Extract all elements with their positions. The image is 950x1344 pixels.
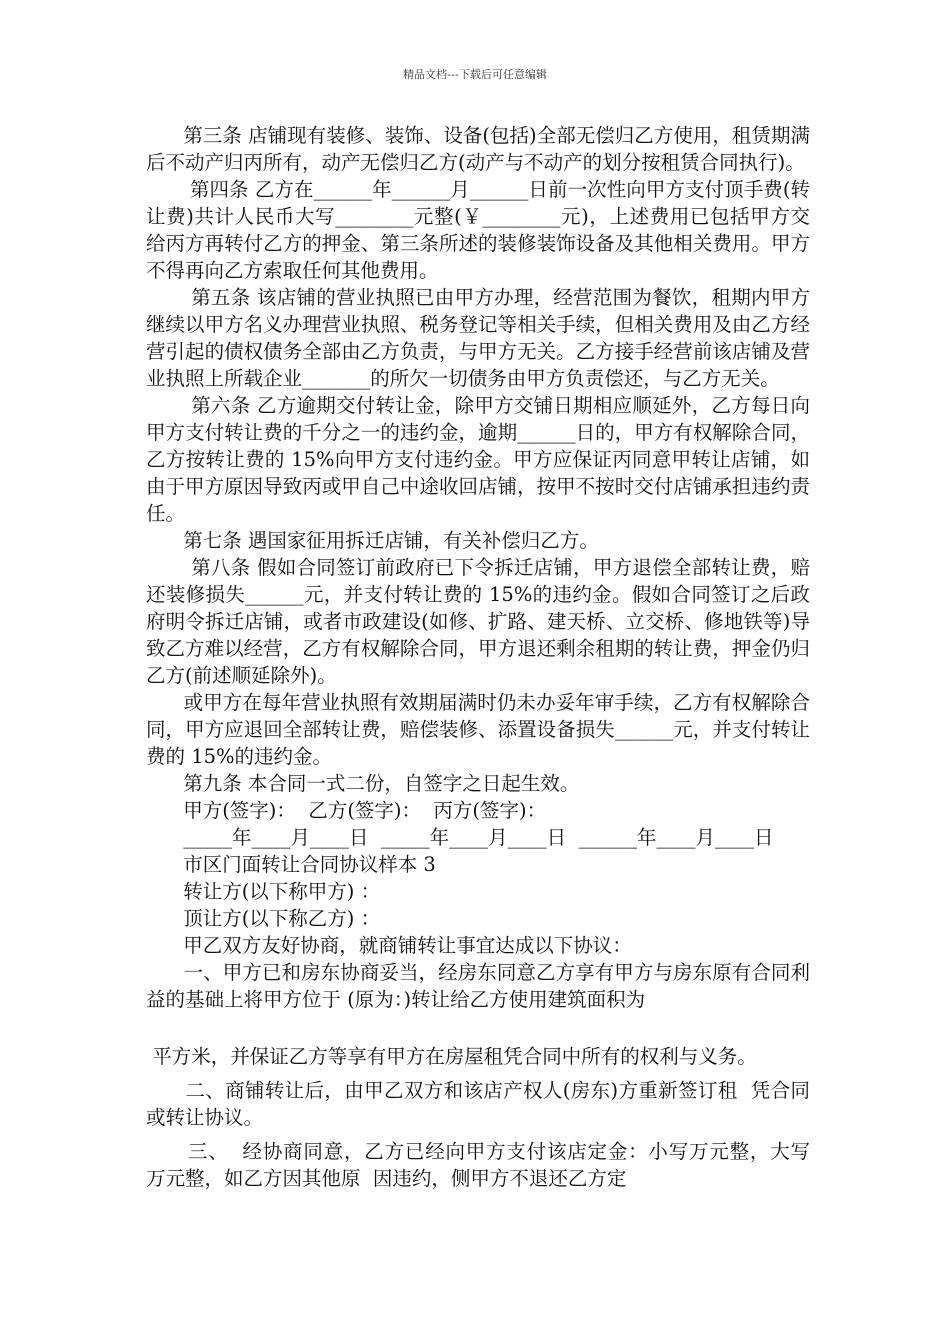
article-8-paragraph: 第八条 假如合同签订前政府已下令拆迁店铺，甲方退偿全部转让费，赔还装修损失______元，并支付转让费的 15%的违约金。假如合同签订之后政府明令拆迁店铺，或者市政建设(如修、扩路、建天桥、立交桥、修地铁等)导致乙方难以经营，乙方有权解除合同，甲方退还剩余租期的转让费，押金仍归乙方(前述顺延除外)。 — [146, 556, 810, 687]
date-line: _____年____月____日 _____年____月____日 ______年____月____日 — [146, 826, 774, 849]
article-7-paragraph: 第七条 遇国家征用拆迁店铺，有关补偿归乙方。 — [146, 529, 599, 552]
article-8-continued-paragraph: 或甲方在每年营业执照有效期届满时仍未办妥年审手续，乙方有权解除合同，甲方应退回全部转让费，赔偿装修、添置设备损失______元，并支付转让费的 15%的违约金。 — [146, 691, 810, 768]
article-3-paragraph: 第三条 店铺现有装修、装饰、设备(包括)全部无偿归乙方使用，租赁期满后不动产归丙所有，动产无偿归乙方(动产与不动产的划分按租赁合同执行)。 — [146, 124, 810, 174]
clause-2-paragraph: 二、商铺转让后，由甲乙双方和该店产权人(房东)方重新签订租 凭合同或转让协议。 — [146, 1079, 810, 1129]
clause-1-paragraph: 一、甲方已和房东协商妥当，经房东同意乙方享有甲方与房东原有合同利益的基础上将甲方位于 (原为：)转让给乙方使用建筑面积为 — [146, 961, 810, 1011]
article-9-paragraph: 第九条 本合同一式二份，自签字之日起生效。 — [146, 772, 580, 795]
document-body — [146, 122, 823, 1192]
transferor-line: 转让方(以下称甲方) ： — [146, 880, 381, 903]
section-title: 市区门面转让合同协议样本 3 — [146, 853, 436, 876]
blank-gap — [146, 1013, 810, 1043]
clause-3-paragraph: 三、 经协商同意，乙方已经向甲方支付该店定金：小写万元整，大写 万元整，如乙方因其他原 因违约，侧甲方不退还乙方定 — [146, 1140, 823, 1190]
article-4-paragraph: 第四条 乙方在______年______月______日前一次性向甲方支付顶手费(转让费)共计人民币大写________元整(￥________元)，上述费用已包括甲方交给丙方再转付乙方的押金、第三条所述的装修装饰设备及其他相关费用。甲方不得再向乙方索取任何其他费用。 — [146, 178, 811, 282]
agreement-intro: 甲乙双方友好协商，就商铺转让事宜达成以下协议： — [146, 934, 632, 957]
article-6-paragraph: 第六条 乙方逾期交付转让金，除甲方交铺日期相应顺延外，乙方每日向甲方支付转让费的千分之一的违约金，逾期______日的，甲方有权解除合同，乙方按转让费的 15%向甲方支付违约金。甲方应保证丙同意甲转让店铺，如由于甲方原因导致丙或甲自己中途收回店铺，按甲不按时交付店铺承担违约责任。 — [146, 394, 810, 525]
article-5-paragraph: 第五条 该店铺的营业执照已由甲方办理，经营范围为餐饮，租期内甲方继续以甲方名义办理营业执照、税务登记等相关手续，但相关费用及由乙方经营引起的债权债务全部由乙方负责，与甲方无关。乙方接手经营前该店铺及营业执照上所载企业_______的所欠一切债务由甲方负责偿还，与乙方无关。 — [146, 286, 810, 390]
clause-1-continued-paragraph: 平方米，并保证乙方等享有甲方在房屋租凭合同中所有的权利与义务。 — [146, 1045, 757, 1068]
signature-line: 甲方(签字)： 乙方(签字)： 丙方(签字)： — [146, 799, 547, 822]
page-header: 精品文档---下载后可任意编辑 — [403, 68, 547, 81]
transferee-line: 顶让方(以下称乙方) ： — [146, 907, 381, 930]
